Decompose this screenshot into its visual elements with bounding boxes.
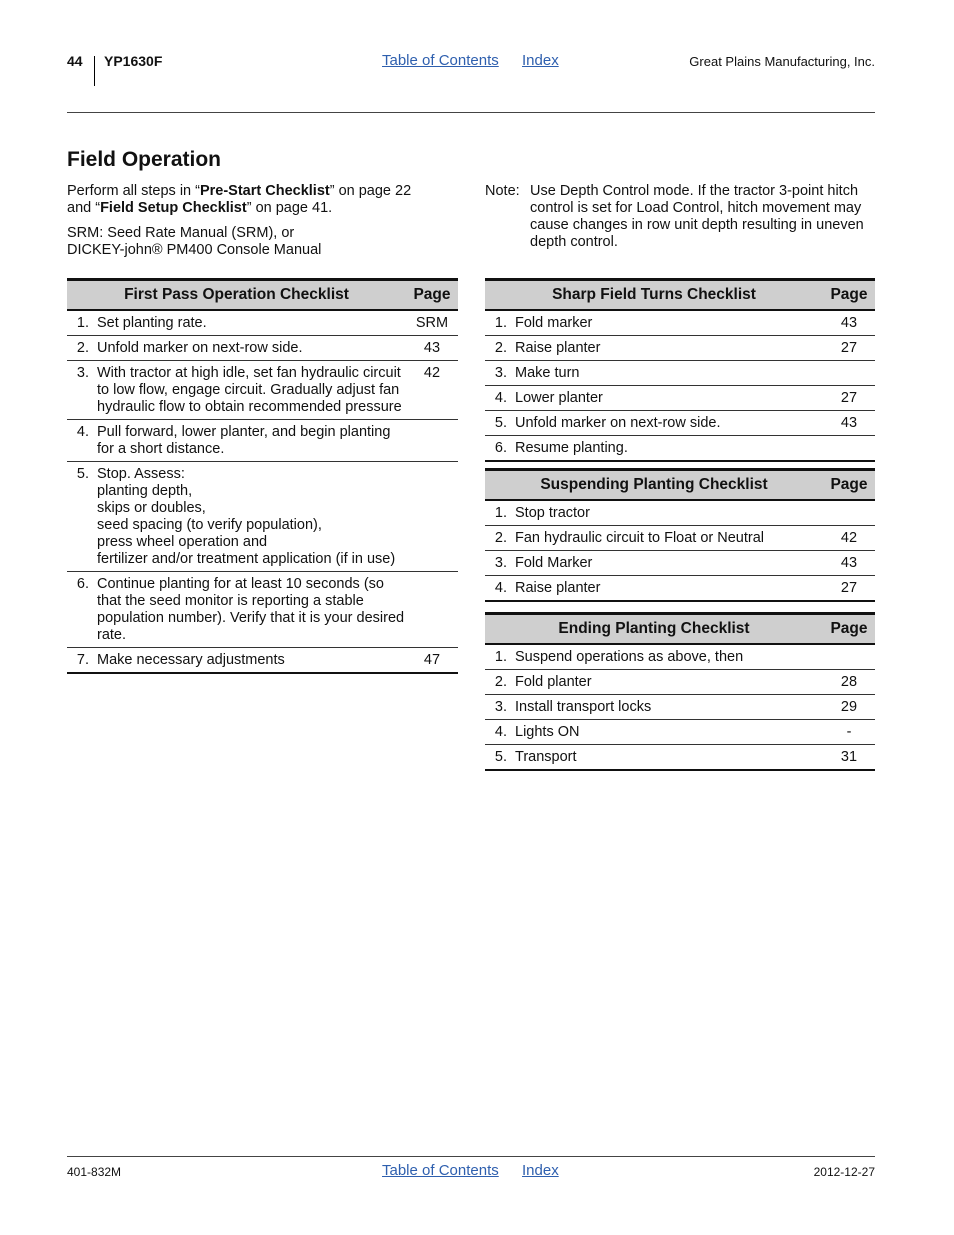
table-row (485, 500, 875, 526)
page-footer (67, 1162, 875, 1186)
step-text: Raise planter (515, 335, 823, 360)
step-page: 43 (823, 310, 875, 336)
field-setup-ref: Field Setup Checklist (100, 200, 247, 216)
step-page: SRM (406, 310, 458, 336)
page-column-header: Page (823, 470, 875, 500)
doc-number: 401-832M (67, 1165, 122, 1179)
table-row (485, 575, 875, 601)
step-number: 1. (67, 310, 97, 336)
step-number: 5. (485, 744, 515, 770)
step-text: Raise planter (515, 575, 823, 601)
step-number: 5. (485, 410, 515, 435)
step-page: 27 (823, 335, 875, 360)
step-page: 27 (823, 575, 875, 601)
header-toc-link[interactable]: Table of Contents (382, 52, 499, 69)
step-text: Stop tractor (515, 500, 823, 526)
sharp-turns-checklist (485, 278, 875, 462)
page-header (67, 48, 875, 88)
step-number: 6. (485, 435, 515, 461)
step-number: 2. (485, 669, 515, 694)
intro-paragraph: Perform all steps in “Pre-Start Checklist” on page 22 and “Field Setup Checklist” on page 41. (67, 183, 412, 216)
table-row (485, 310, 875, 336)
step-text: Set planting rate. (97, 310, 406, 336)
step-number: 1. (485, 310, 515, 336)
note-text: Use Depth Control mode. If the tractor 3-point hitch control is set for Load Control, hitch movement may cause changes in row unit depth resulting in uneven depth control. (530, 183, 864, 250)
step-number: 5. (67, 461, 97, 571)
step-text: With tractor at high idle, set fan hydraulic circuit to low flow, engage circuit. Gradually adjust fan hydraulic flow to obtain recommended pressure (97, 360, 406, 419)
table-row (485, 694, 875, 719)
step-page (823, 435, 875, 461)
table-row (485, 360, 875, 385)
pre-start-ref: Pre-Start Checklist (199, 183, 330, 199)
step-number: 3. (67, 360, 97, 419)
table-row (485, 385, 875, 410)
table-row (485, 744, 875, 770)
table-row (67, 419, 458, 461)
table-row (485, 719, 875, 744)
step-number: 4. (485, 575, 515, 601)
step-page: 31 (823, 744, 875, 770)
step-text: Install transport locks (515, 694, 823, 719)
step-text: Fold planter (515, 669, 823, 694)
step-number: 2. (67, 335, 97, 360)
step-page: 43 (406, 335, 458, 360)
step-page: 29 (823, 694, 875, 719)
step-number: 2. (485, 335, 515, 360)
model-name: YP1630F (104, 53, 163, 69)
table-row (485, 669, 875, 694)
step-text: Stop. Assess: planting depth, skips or doubles, seed spacing (to verify population), press wheel operation and fertilizer and/or treatment application (if in use) (97, 461, 406, 571)
table-row (67, 461, 458, 571)
table-row (67, 360, 458, 419)
step-text: Resume planting. (515, 435, 823, 461)
step-page: 43 (823, 550, 875, 575)
step-number: 4. (485, 719, 515, 744)
step-number: 3. (485, 550, 515, 575)
step-text: Lower planter (515, 385, 823, 410)
page-number: 44 (67, 53, 83, 69)
step-text: Unfold marker on next-row side. (515, 410, 823, 435)
srm-paragraph: SRM: Seed Rate Manual (SRM), or DICKEY-john® PM400 Console Manual (67, 225, 322, 258)
company-name: Great Plains Manufacturing, Inc. (689, 54, 875, 69)
checklist-title: Sharp Field Turns Checklist (485, 280, 823, 310)
footer-index-link[interactable]: Index (522, 1162, 559, 1179)
table-row (485, 550, 875, 575)
step-page (406, 571, 458, 647)
table-row (485, 435, 875, 461)
page-title: Field Operation (67, 148, 222, 171)
step-text: Lights ON (515, 719, 823, 744)
checklist-title: Ending Planting Checklist (485, 614, 823, 644)
step-text: Fold marker (515, 310, 823, 336)
note-label: Note: (485, 183, 520, 199)
step-text: Fold Marker (515, 550, 823, 575)
step-page: 42 (823, 525, 875, 550)
table-row (67, 335, 458, 360)
footer-toc-link[interactable]: Table of Contents (382, 1162, 499, 1179)
step-number: 1. (485, 500, 515, 526)
checklist-title: Suspending Planting Checklist (485, 470, 823, 500)
checklist-title: First Pass Operation Checklist (67, 280, 406, 310)
step-number: 3. (485, 694, 515, 719)
step-page (823, 360, 875, 385)
first-pass-checklist (67, 278, 458, 674)
table-row (485, 410, 875, 435)
step-number: 4. (485, 385, 515, 410)
page-column-header: Page (823, 614, 875, 644)
table-row (485, 525, 875, 550)
step-page: 43 (823, 410, 875, 435)
table-row (67, 310, 458, 336)
step-text: Fan hydraulic circuit to Float or Neutral (515, 525, 823, 550)
footer-rule (67, 1156, 875, 1157)
header-divider (94, 56, 95, 86)
suspending-checklist (485, 468, 875, 602)
step-text: Continue planting for at least 10 seconds (so that the seed monitor is reporting a stable population number). Verify that it is your desired rate. (97, 571, 406, 647)
header-index-link[interactable]: Index (522, 52, 559, 69)
step-text: Make necessary adjustments (97, 647, 406, 673)
step-number: 4. (67, 419, 97, 461)
step-page: 28 (823, 669, 875, 694)
step-text: Make turn (515, 360, 823, 385)
step-number: 7. (67, 647, 97, 673)
step-number: 1. (485, 644, 515, 670)
step-page (406, 419, 458, 461)
step-page: 42 (406, 360, 458, 419)
table-row (67, 647, 458, 673)
step-number: 3. (485, 360, 515, 385)
step-page (823, 644, 875, 670)
step-page: 27 (823, 385, 875, 410)
step-page: - (823, 719, 875, 744)
step-text: Unfold marker on next-row side. (97, 335, 406, 360)
table-row (67, 571, 458, 647)
step-number: 6. (67, 571, 97, 647)
doc-date: 2012-12-27 (813, 1165, 875, 1179)
page-column-header: Page (406, 280, 458, 310)
table-row (485, 644, 875, 670)
header-rule (67, 112, 875, 113)
step-page (406, 461, 458, 571)
step-page: 47 (406, 647, 458, 673)
ending-checklist (485, 612, 875, 771)
step-text: Transport (515, 744, 823, 770)
step-number: 2. (485, 525, 515, 550)
step-text: Pull forward, lower planter, and begin planting for a short distance. (97, 419, 406, 461)
table-row (485, 335, 875, 360)
page-column-header: Page (823, 280, 875, 310)
step-text: Suspend operations as above, then (515, 644, 823, 670)
step-page (823, 500, 875, 526)
